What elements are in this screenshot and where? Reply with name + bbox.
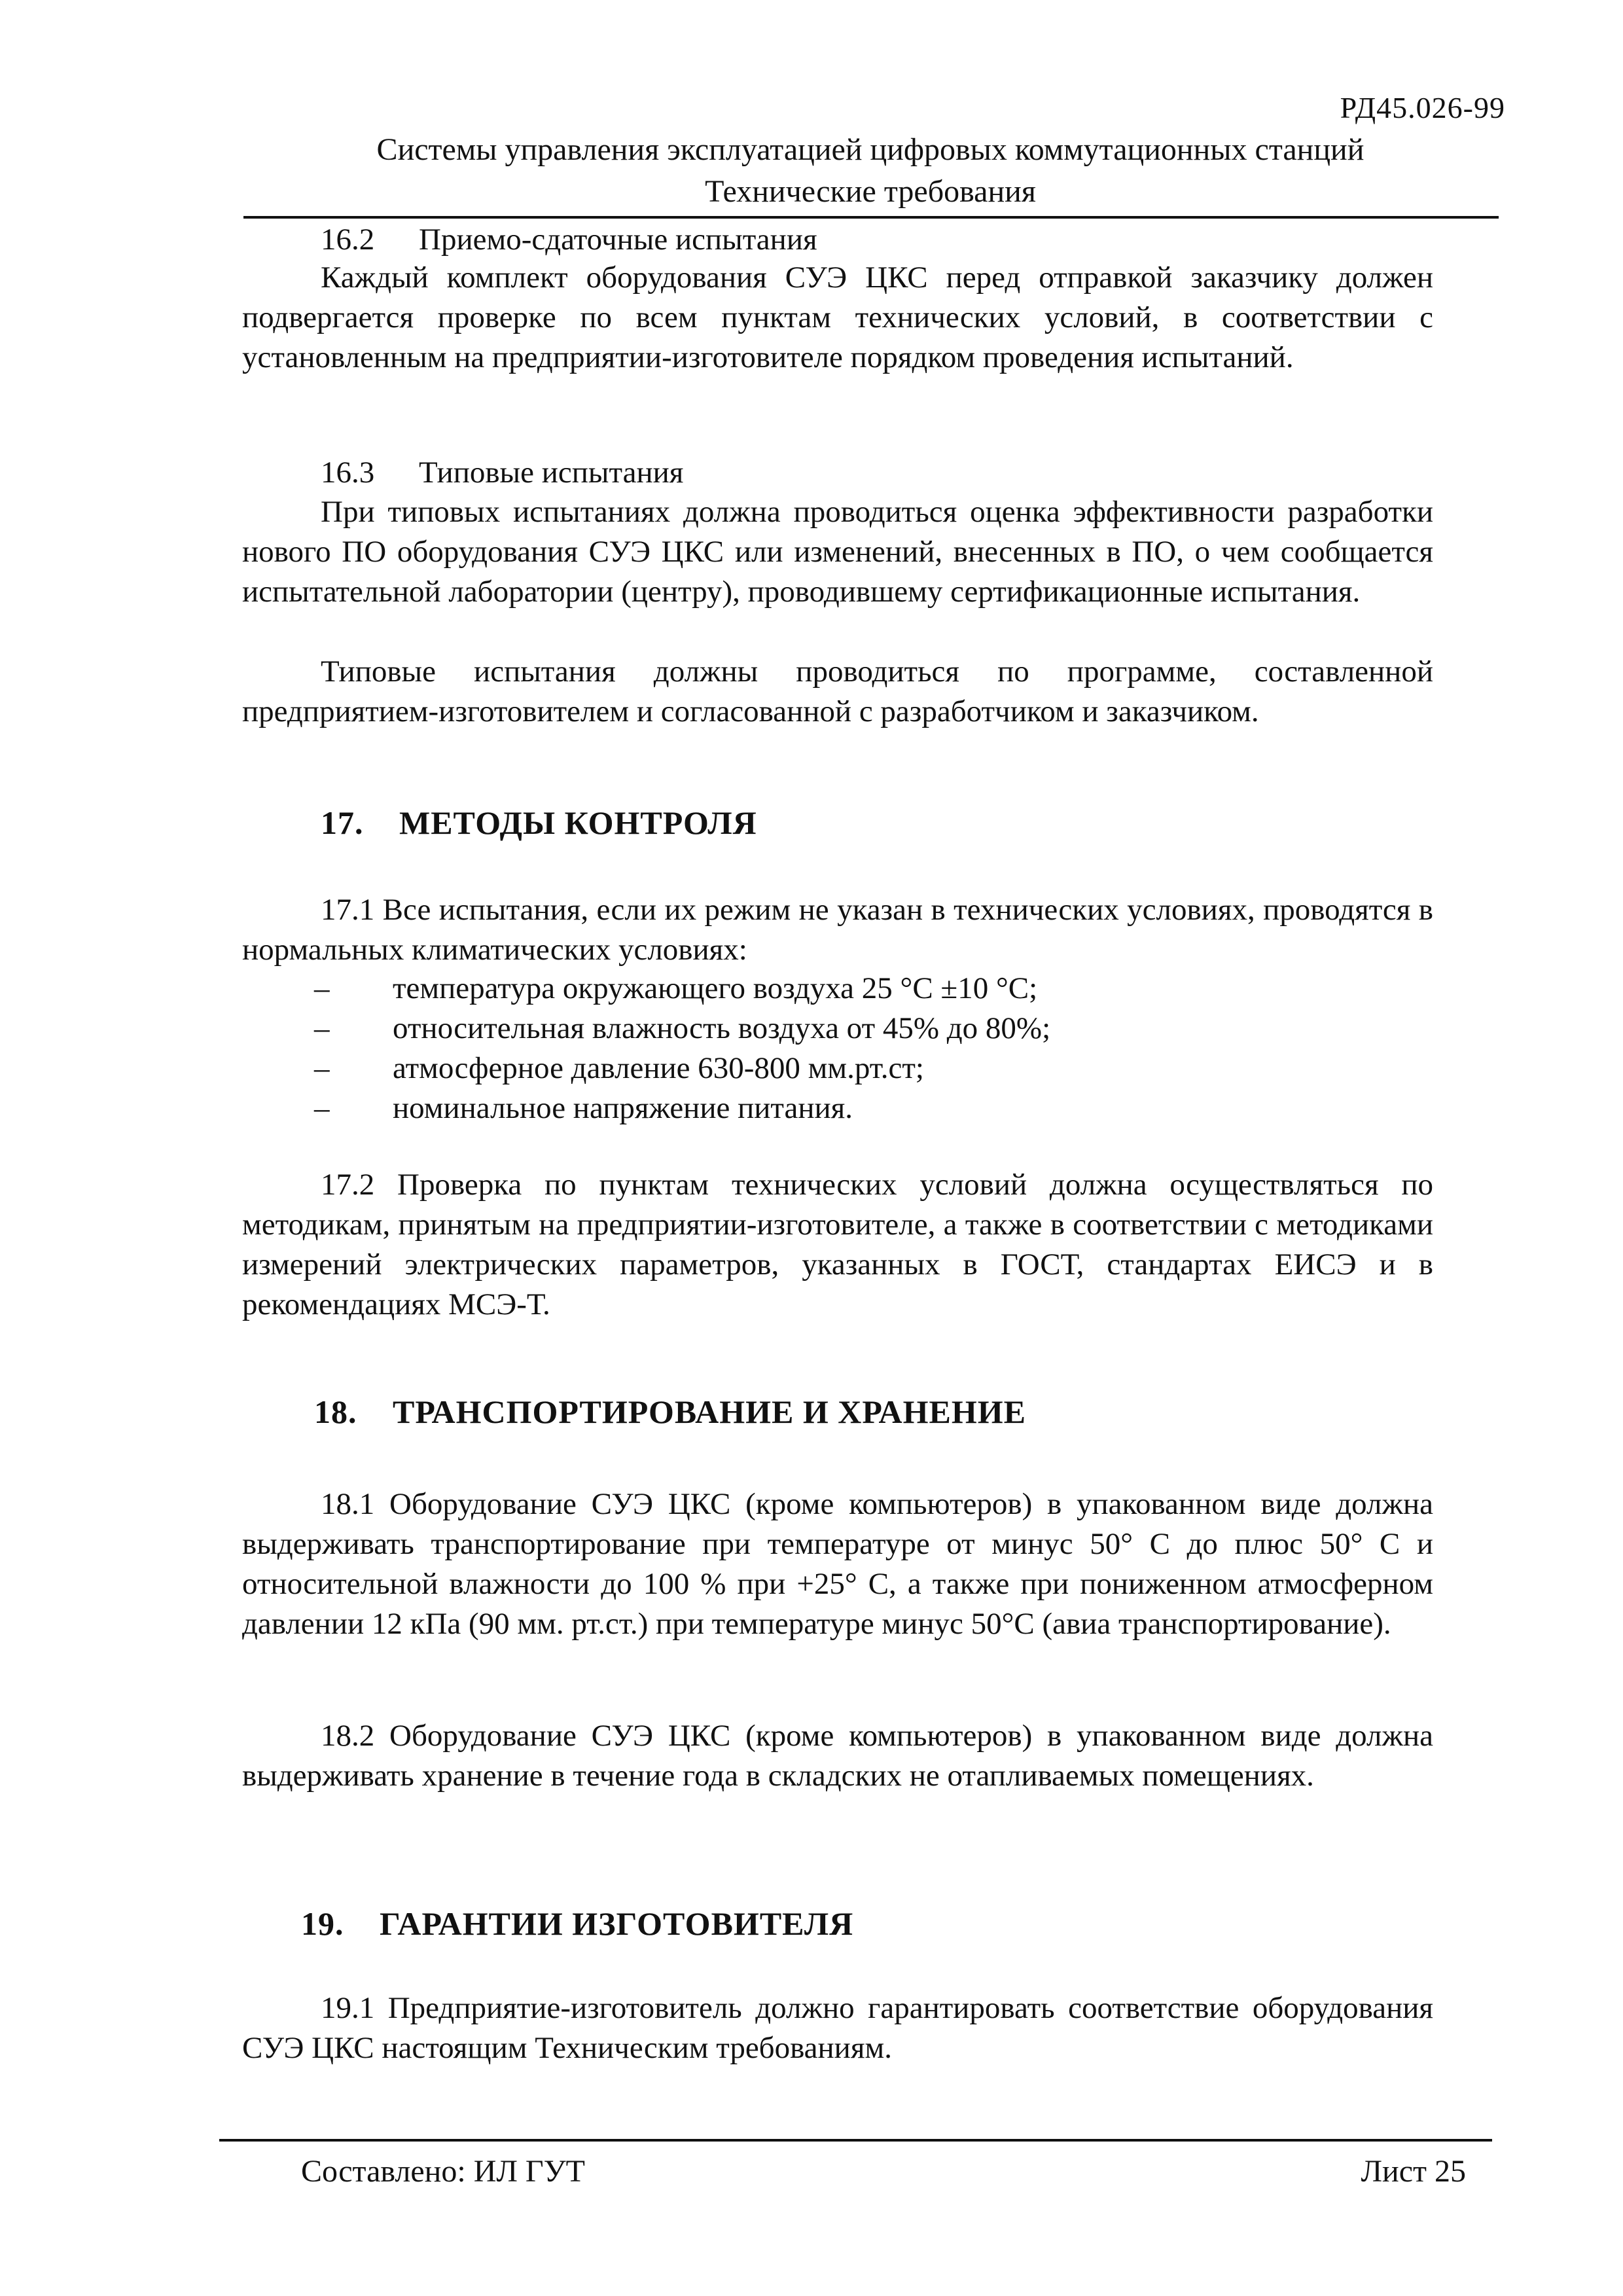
- section-17-heading: [321, 804, 757, 842]
- header-title-line-2: Технические требования: [705, 174, 1036, 209]
- section-19-heading: [301, 1905, 853, 1943]
- subsection-number: 16.2: [321, 223, 375, 257]
- dash-bullet: –: [314, 1091, 330, 1125]
- paragraph-17-1: 17.1 Все испытания, если их режим не указан в технических условиях, проводятся в нормальных климатических условиях:: [242, 893, 1433, 967]
- subsection-title: Типовые испытания: [419, 456, 684, 490]
- header-divider: [243, 216, 1499, 219]
- paragraph-19-1: 19.1 Предприятие-изготовитель должно гарантировать соответствие оборудования СУЭ ЦКС настоящим Техническим требованиям.: [242, 1991, 1433, 2065]
- subsection-16-3-heading: [321, 453, 683, 493]
- paragraph-16-3-2: Типовые испытания должны проводиться по программе, составленной предприятием-изготовителем и согласованной с разработчиком и заказчиком.: [242, 655, 1433, 728]
- section-18-heading: [314, 1393, 1026, 1431]
- section-title: ГАРАНТИИ ИЗГОТОВИТЕЛЯ: [380, 1905, 854, 1942]
- document-code: РД45.026-99: [1340, 91, 1505, 124]
- dash-bullet: –: [314, 971, 330, 1005]
- paragraph-18-1: 18.1 Оборудование СУЭ ЦКС (кроме компьютеров) в упакованном виде должна выдерживать транспортирование при температуре от минус 50° С до плюс 50° С и относительной влажности до 100 % при +25° С, а также при пониженном атмосферном давлении 12 кПа (90 мм. рт.ст.) при температуре минус 50°С (авиа транспортирование).: [242, 1487, 1433, 1641]
- dash-bullet: –: [314, 1051, 330, 1085]
- footer-compiled-by: Составлено: ИЛ ГУТ: [301, 2154, 585, 2189]
- paragraph-16-3-1: При типовых испытаниях должна проводиться оценка эффективности разработки нового ПО оборудования СУЭ ЦКС или изменений, внесенных в ПО, о чем сообщается испытательной лаборатории (центру), проводившему сертификационные испытания.: [242, 495, 1433, 609]
- section-number: 19.: [301, 1905, 344, 1942]
- header-title-line-1: Системы управления эксплуатацией цифровых коммутационных станций: [376, 132, 1364, 167]
- subsection-16-2-heading: [321, 220, 817, 260]
- paragraph-16-2: Каждый комплект оборудования СУЭ ЦКС перед отправкой заказчику должен подвергается проверке по всем пунктам технических условий, в соответствии с установленным на предприятии-изготовителе порядком проведения испытаний.: [242, 260, 1433, 374]
- dash-bullet: –: [314, 1011, 330, 1045]
- subsection-number: 16.3: [321, 456, 375, 490]
- footer-sheet-number: Лист 25: [1361, 2154, 1466, 2189]
- list-item: – номинальное напряжение питания.: [314, 1088, 1427, 1128]
- subsection-title: Приемо-сдаточные испытания: [419, 223, 817, 257]
- section-number: 17.: [321, 804, 364, 841]
- list-item: – относительная влажность воздуха от 45% до 80%;: [314, 1009, 1427, 1049]
- footer-divider: [219, 2139, 1492, 2142]
- section-title: ТРАНСПОРТИРОВАНИЕ И ХРАНЕНИЕ: [393, 1393, 1026, 1430]
- list-item: – атмосферное давление 630-800 мм.рт.ст;: [314, 1049, 1427, 1088]
- list-item: – температура окружающего воздуха 25 °С ±10 °С;: [314, 969, 1427, 1009]
- paragraph-18-2: 18.2 Оборудование СУЭ ЦКС (кроме компьютеров) в упакованном виде должна выдерживать хранение в течение года в складских не отапливаемых помещениях.: [242, 1719, 1433, 1793]
- section-number: 18.: [314, 1393, 357, 1430]
- section-title: МЕТОДЫ КОНТРОЛЯ: [399, 804, 757, 841]
- climate-conditions-list: [314, 969, 1427, 1128]
- paragraph-17-2: 17.2 Проверка по пунктам технических условий должна осуществляться по методикам, принятым на предприятии-изготовителе, а также в соответствии с методиками измерений электрических параметров, указанных в ГОСТ, стандартах ЕИСЭ и в рекомендациях МСЭ-Т.: [242, 1168, 1433, 1321]
